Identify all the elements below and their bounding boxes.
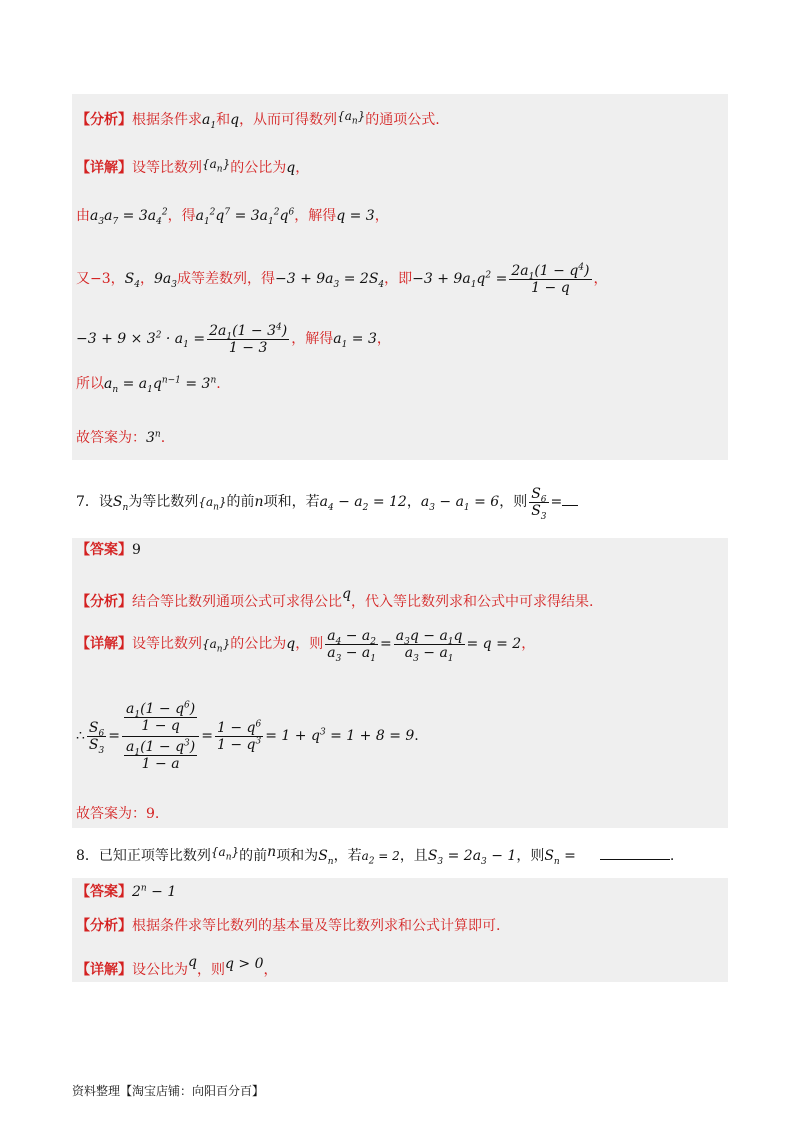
answer-blank [562, 505, 578, 506]
math-eq: $a_1^2q^7 = 3a_1^2q^6$ [195, 207, 295, 227]
math-n: n [254, 494, 264, 510]
math-eq: q > 0 [224, 956, 264, 972]
math-eq: $a_n = a_1q^{n-1} = 3^n$ [104, 375, 217, 395]
answer-label: 【答案】 [76, 884, 132, 900]
math-q: q [342, 586, 351, 602]
math-q: q [286, 636, 296, 652]
answer-blank [600, 859, 670, 860]
q8-analysis-text: 根据条件求等比数列的基本量及等比数列求和公式计算即可. [132, 918, 501, 934]
math-answer: 2$^n$ − 1 [132, 883, 177, 900]
math-eq: $a_3 - a_1 = 6$ [420, 494, 500, 513]
math-9a3: $9a_3$ [153, 271, 177, 290]
math-eq: $-3 + 9a_3 = 2S_4$ [274, 271, 385, 290]
q7-detail-text: 设等比数列 [132, 636, 202, 652]
q8-detail-text: ，则 [196, 962, 225, 978]
q6-detail-text: 的公比为 [230, 160, 287, 176]
q6-text: ， [376, 331, 391, 347]
question-text: 为等比数列 [128, 494, 199, 510]
answer-value: 9 [132, 542, 141, 558]
q6-detail-line [76, 154, 309, 178]
question-number: 8． [76, 848, 99, 864]
q6-text: ，得 [167, 208, 196, 224]
q6-text: ，即 [384, 271, 413, 287]
math-a1: $a_1$ [202, 112, 217, 131]
question-text: 的前 [226, 494, 255, 510]
q7-final-text: 故答案为： [76, 806, 146, 822]
math-s4: $S_4$ [124, 271, 140, 290]
question-text: ，且 [399, 848, 428, 864]
q6-analysis-line [76, 106, 440, 130]
question-text: . [669, 848, 675, 864]
q6-solve-line [76, 322, 391, 356]
question-text: ， [406, 494, 421, 510]
math-eq: $a_1 = 3$ [333, 331, 377, 350]
math-seq-an: $\{a_n\}$ [202, 157, 231, 175]
q7-solution-box [72, 538, 728, 828]
math-compute: $\frac{S_6}{S_3}$ = $\frac{\frac{a_1(1 - q^6)}{1 - q}}{\frac{a_1(1 - q^3)}{1 - a}}$ = $\frac{1 - q^6}{1 - q^3}$ = $1 + q^3 = 1 + 8 = 9$ [88, 699, 415, 772]
q6-text: 故答案为： [76, 430, 146, 446]
analysis-label: 【分析】 [76, 112, 132, 128]
q6-text: ，解得 [291, 331, 334, 347]
math-s6-s3: $\frac{S_6}{S_3}$ = [531, 485, 563, 522]
therefore-symbol: ∴ [76, 728, 85, 744]
q7-detail-line [76, 626, 535, 662]
math-q: q [188, 954, 197, 970]
footer-text: 资料整理【淘宝店铺：向阳百分百】 [72, 1084, 265, 1098]
math-sn-eq: $S_n$ = [544, 848, 576, 867]
q6-text: ， [374, 208, 389, 224]
question-text: 设 [98, 494, 113, 510]
q7-detail-text: ，则 [295, 636, 324, 652]
analysis-label: 【分析】 [76, 594, 132, 610]
q6-so-line [76, 374, 221, 394]
analysis-label: 【分析】 [76, 918, 132, 934]
q7-final-value: 9 [146, 806, 155, 822]
math-eq: $S_3 = 2a_3 - 1$ [427, 848, 517, 867]
question-text: 项和，若 [263, 494, 320, 510]
math-eq: $\frac{a_4 - a_2}{a_3 - a_1}$ = $\frac{a_3q - a_1q}{a_3 - a_1}$ = q = 2 [327, 627, 522, 664]
q6-text: . [216, 376, 221, 392]
q6-text: 所以 [76, 376, 104, 392]
q6-text: 由 [76, 208, 90, 224]
math-eq: $-3 + 9a_1q^2$ = $\frac{2a_1(1 - q^4)}{1 - q}$ [412, 261, 590, 296]
q6-text: ，解得 [294, 208, 337, 224]
q6-detail-text: 设等比数列 [132, 160, 202, 176]
q7-answer-line [76, 540, 141, 560]
q8-detail-text: 设公比为 [132, 962, 188, 978]
math-n: n [267, 844, 277, 860]
q7-final-line [76, 804, 159, 824]
q6-text: 又−3， [76, 271, 125, 287]
q8-question [76, 842, 674, 866]
q6-detail-text: ， [295, 160, 310, 176]
answer-label: 【答案】 [76, 542, 132, 558]
detail-label: 【详解】 [76, 160, 132, 176]
math-q: q [230, 112, 240, 128]
q7-question [76, 484, 578, 520]
q6-text: 成等差数列，得 [176, 271, 275, 287]
question-text: ，则 [516, 848, 545, 864]
q6-text: . [160, 430, 166, 446]
q6-analysis-text: 和 [216, 112, 231, 128]
question-text: 项和为 [276, 848, 319, 864]
q8-detail-text: ， [263, 962, 278, 978]
math-sn: $S_n$ [112, 494, 129, 513]
math-seq-an: $\{a_n\}$ [202, 637, 231, 655]
q6-arith-line [76, 262, 608, 296]
question-text: 已知正项等比数列 [98, 848, 211, 864]
math-eq: $a_3a_7 = 3a_4^2$ [90, 207, 168, 227]
math-seq-an: $\{a_n\}$ [198, 495, 227, 513]
question-text: ，则 [499, 494, 528, 510]
detail-label: 【详解】 [76, 636, 132, 652]
q8-detail-line [76, 952, 277, 980]
math-seq-an: $\{a_n\}$ [337, 109, 366, 127]
q6-condition-line [76, 206, 389, 226]
q7-final-text: . [154, 806, 160, 822]
q7-analysis-line [76, 584, 593, 612]
detail-label: 【详解】 [76, 962, 132, 978]
q7-detail-text: ， [521, 636, 536, 652]
q7-analysis-text: ，代入等比数列求和公式中可求得结果. [350, 594, 594, 610]
q6-analysis-text: 的通项公式. [365, 112, 440, 128]
math-eq: $a_4 - a_2 = 12$ [319, 494, 407, 513]
q7-compute-line: ∴ $\frac{S_6}{S_3}$ = $\frac{\frac{a_1(1 - q^6)}{1 - q}}{\frac{a_1(1 - q^3)}{1 - a}}$ = $\frac{1 - q^6}{1 - q^3}$ = $1 + q^3 = 1 + 8 = 9$. [76, 699, 419, 772]
q8-answer-line [76, 882, 176, 902]
math-eq: $-3 + 9 \times 3^2 \cdot a_1$ = $\frac{2a_1(1 - 3^4)}{1 - 3}$ [76, 321, 288, 356]
math-q: q [286, 160, 296, 176]
math-eq: $a_2 = 2$ [361, 849, 400, 867]
question-text: 的前 [239, 848, 268, 864]
question-number: 7． [76, 494, 99, 510]
q7-analysis-text: 结合等比数列通项公式可求得公比 [132, 594, 342, 610]
q6-analysis-text: 根据条件求 [132, 112, 202, 128]
q6-text: ， [593, 271, 608, 287]
math-sn: $S_n$ [318, 848, 334, 867]
q6-analysis-text: ，从而可得数列 [239, 112, 338, 128]
math-eq: q = 3 [336, 208, 375, 224]
q6-text: ， [139, 271, 154, 287]
q8-analysis-line [76, 916, 500, 936]
q7-detail-text: 的公比为 [230, 636, 287, 652]
math-seq-an: $\{a_n\}$ [210, 845, 240, 863]
q6-answer-line [76, 428, 165, 448]
math-3n: 3$^n$ [146, 429, 161, 446]
question-text: ，若 [333, 848, 362, 864]
